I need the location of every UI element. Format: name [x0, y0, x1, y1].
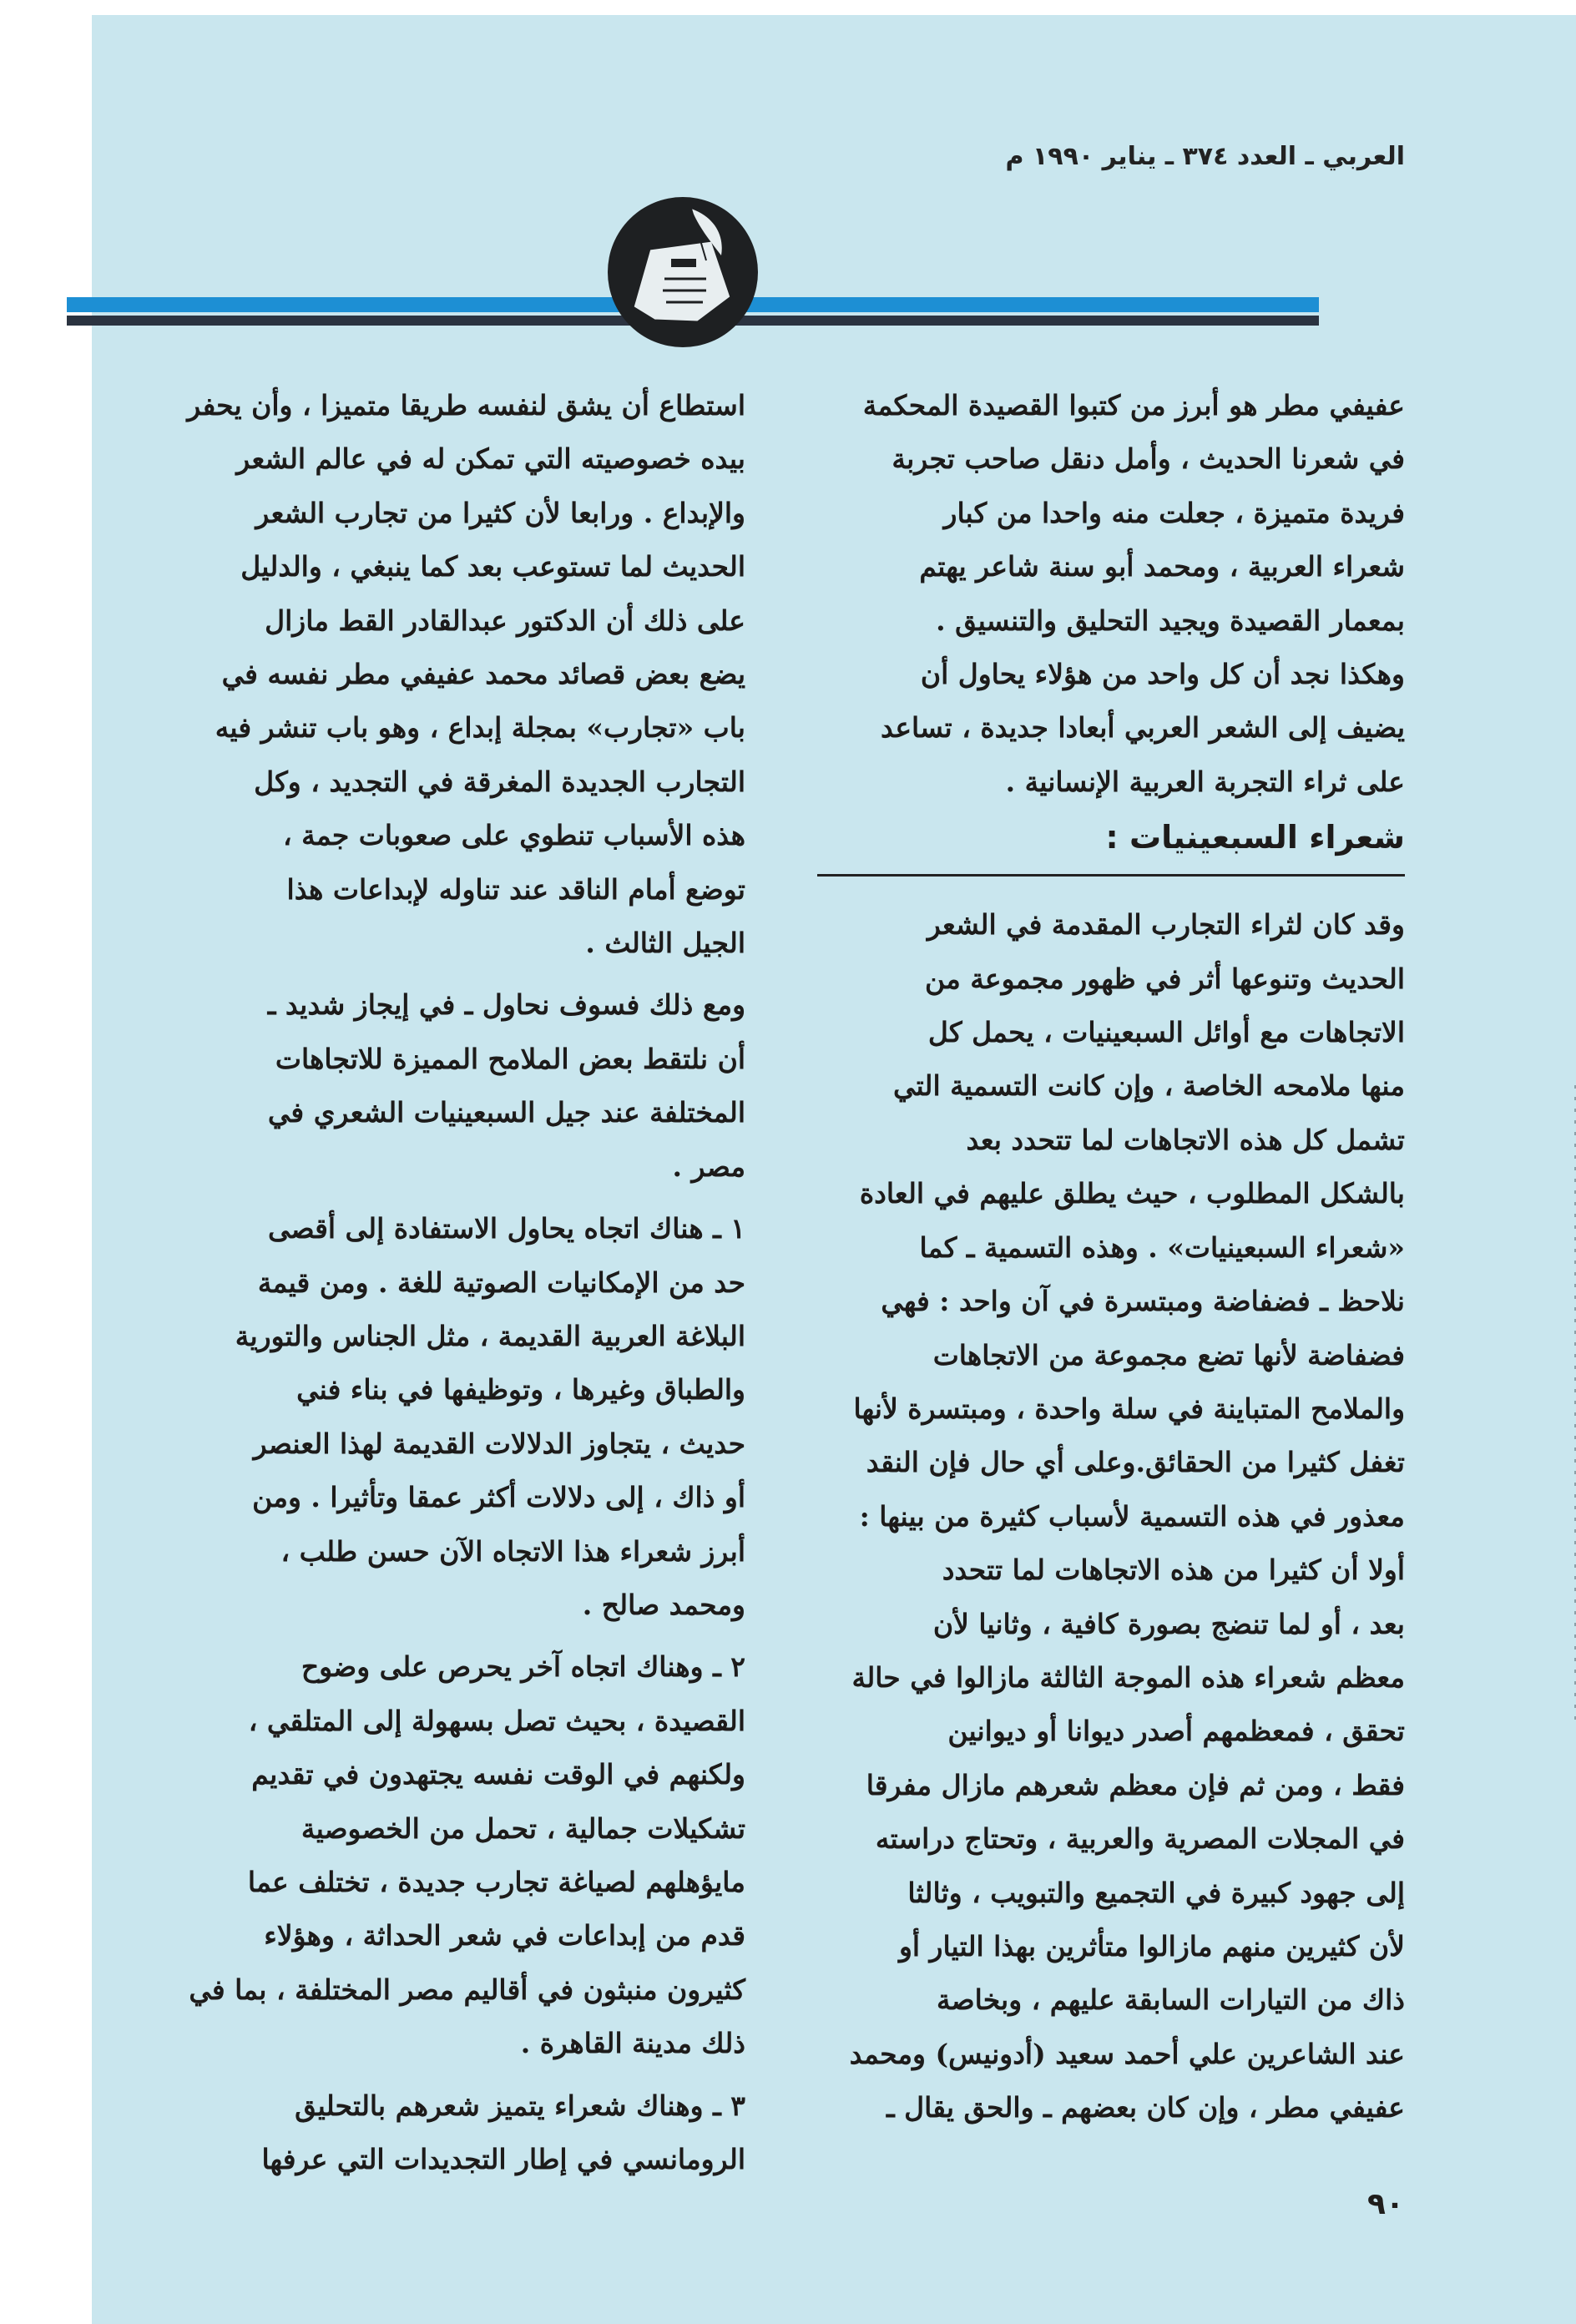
text-line: أبرز شعراء هذا الاتجاه الآن حسن طلب ، [280, 1534, 745, 1568]
text-line: في شعرنا الحديث ، وأمل دنقل صاحب تجربة [892, 442, 1405, 476]
text-line: وهكذا نجد أن كل واحد من هؤلاء يحاول أن [920, 658, 1405, 691]
page-number: ٩٠ [1367, 2187, 1404, 2221]
list-item-2 [159, 1640, 745, 2070]
text-line: بعد ، أو لما تنضج بصورة كافية ، وثانيا لأن [932, 1607, 1405, 1640]
text-line: ٣ ـ وهناك شعراء يتميز شعرهم بالتحليق [295, 2089, 745, 2122]
body-paragraph [817, 898, 1405, 2135]
text-line: القصيدة ، بحيث تصل بسهولة إلى المتلقي ، [248, 1704, 745, 1737]
text-line: تشكيلات جمالية ، تحمل من الخصوصية [301, 1811, 745, 1845]
text-line: باب «تجارب» بمجلة إبداع ، وهو باب تنشر فيه [215, 711, 745, 745]
text-line: عند الشاعرين علي أحمد سعيد (أدونيس) ومحمد [849, 2037, 1405, 2070]
text-line: معذور في هذه التسمية لأسباب كثيرة من بينها : [859, 1499, 1405, 1533]
text-line: معظم شعراء هذه الموجة الثالثة مازالوا في حالة [851, 1660, 1405, 1694]
section-heading: شعراء السبعينيات : [817, 812, 1405, 877]
text-line: إلى جهود كبيرة في التجميع والتبويب ، وثالثا [907, 1876, 1405, 1909]
text-line: مايؤهلهم لصياغة تجارب جديدة ، تختلف عما [247, 1865, 745, 1898]
text-line: الحديث لما تستوعب بعد كما ينبغي ، والدليل [240, 550, 745, 584]
text-line: الرومانسي في إطار التجديدات التي عرفها [261, 2143, 745, 2175]
text-line: كثيرون منبثون في أقاليم مصر المختلفة ، بما في [189, 1973, 745, 2006]
paragraph-intro-list [159, 978, 745, 1194]
text-line: تغفل كثيرا من الحقائق.وعلى أي حال فإن النقد [866, 1446, 1405, 1479]
section-emblem-logo [599, 189, 766, 356]
text-line: فريدة متميزة ، جعلت منه واحدا من كبار [943, 496, 1405, 529]
text-line: لأن كثيرين منهم مازالوا متأثرين بهذا التيار أو [898, 1929, 1405, 1963]
text-line: يضع بعض قصائد محمد عفيفي مطر نفسه في [221, 658, 745, 691]
text-line: ومع ذلك فسوف نحاول ـ في إيجاز شديد ـ [267, 988, 745, 1022]
text-line: والطباق وغيرها ، وتوظيفها في بناء فني [296, 1373, 745, 1407]
text-line: البلاغة العربية القديمة ، مثل الجناس والتورية [235, 1319, 745, 1352]
text-line: والملامح المتباينة في سلة واحدة ، ومبتسرة لأنها [853, 1392, 1405, 1425]
text-line: استطاع أن يشق لنفسه طريقا متميزا ، وأن يحفر [187, 389, 745, 422]
text-line: عفيفي مطر ، وإن كان بعضهم ـ والحق يقال ـ [886, 2091, 1405, 2124]
text-line: ذاك من التيارات السابقة عليهم ، وبخاصة [936, 1983, 1405, 2017]
text-line: شعراء العربية ، ومحمد أبو سنة شاعر يهتم [919, 550, 1405, 584]
text-line: تحقق ، فمعظمهم أصدر ديوانا أو ديوانين [947, 1715, 1405, 1748]
text-line: نلاحظ ـ فضفاضة ومبتسرة في آن واحد : فهي [881, 1285, 1405, 1318]
text-line: في المجلات المصرية والعربية ، وتحتاج دراسته [875, 1822, 1405, 1856]
text-line: يضيف إلى الشعر العربي أبعادا جديدة ، تساعد [881, 711, 1405, 745]
text-line: التجارب الجديدة المغرقة في التجديد ، وكل [254, 765, 745, 798]
text-line: فقط ، ومن ثم فإن معظم شعرهم مازال مفرقا [866, 1768, 1405, 1801]
text-line: فضفاضة لأنها تضع مجموعة من الاتجاهات [932, 1338, 1405, 1372]
text-line: مصر . [672, 1149, 745, 1183]
text-line: بالشكل المطلوب ، حيث يطلق عليهم في العادة [859, 1177, 1405, 1210]
left-column [159, 379, 745, 2175]
text-line: هذه الأسباب تنطوي على صعوبات جمة ، [283, 819, 745, 852]
text-line: عفيفي مطر هو أبرز من كتبوا القصيدة المحكمة [862, 389, 1405, 422]
text-line: حد من الإمكانيات الصوتية للغة . ومن قيمة [257, 1266, 745, 1299]
text-line: الاتجاهات مع أوائل السبعينيات ، يحمل كل [927, 1016, 1405, 1049]
text-line: أن نلتقط بعض الملامح المميزة للاتجاهات [275, 1042, 745, 1075]
text-line: المختلفة عند جيل السبعينيات الشعري في [267, 1096, 745, 1129]
text-line: ومحمد صالح . [582, 1588, 745, 1621]
text-line: على ثراء التجربة العربية الإنسانية . [1005, 765, 1405, 798]
text-line: أولا أن كثيرا من هذه الاتجاهات لما تتحدد [942, 1554, 1405, 1587]
text-line: بمعمار القصيدة ويجيد التحليق والتنسيق . [936, 604, 1405, 637]
paragraph-continuation [159, 379, 745, 970]
right-column [817, 379, 1405, 2140]
text-line: قدم من إبداعات في شعر الحداثة ، وهؤلاء [264, 1919, 745, 1953]
intro-paragraph [817, 379, 1405, 809]
text-line: ولكنهم في الوقت نفسه يجتهدون في تقديم [251, 1758, 745, 1791]
text-line: تشمل كل هذه الاتجاهات لما تتحدد بعد [966, 1123, 1405, 1156]
text-line: على ذلك أن الدكتور عبدالقادر القط مازال [265, 604, 745, 637]
list-item-3 [159, 2079, 745, 2187]
text-line: وقد كان لثراء التجارب المقدمة في الشعر [927, 908, 1405, 942]
text-line: ٢ ـ وهناك اتجاه آخر يحرص على وضوح [301, 1650, 745, 1684]
text-line: ذلك مدينة القاهرة . [520, 2027, 745, 2060]
text-line: بيده خصوصيته التي تمكن له في عالم الشعر [236, 442, 745, 476]
issue-header: العربي ـ العدد ٣٧٤ ـ يناير ١٩٩٠ م [1005, 142, 1405, 171]
text-line: ١ ـ هناك اتجاه يحاول الاستفادة إلى أقصى [267, 1212, 745, 1245]
text-line: الجيل الثالث . [585, 927, 745, 960]
text-line: أو ذاك ، إلى دلالات أكثر عمقا وتأثيرا . ومن [252, 1481, 745, 1514]
text-line: توضع أمام الناقد عند تناوله لإبداعات هذا [286, 872, 745, 906]
text-line: «شعراء السبعينيات» . وهذه التسمية ـ كما [919, 1230, 1405, 1264]
text-line: منها ملامحه الخاصة ، وإن كانت التسمية التي [892, 1069, 1405, 1103]
text-line: والإبداع . ورابعا لأن كثيرا من تجارب الشعر [255, 496, 745, 529]
list-item-1 [159, 1202, 745, 1632]
text-line: الحديث وتنوعها أثر في ظهور مجموعة من [924, 962, 1405, 995]
text-line: حديث ، يتجاوز الدلالات القديمة لهذا العنصر [253, 1427, 745, 1460]
